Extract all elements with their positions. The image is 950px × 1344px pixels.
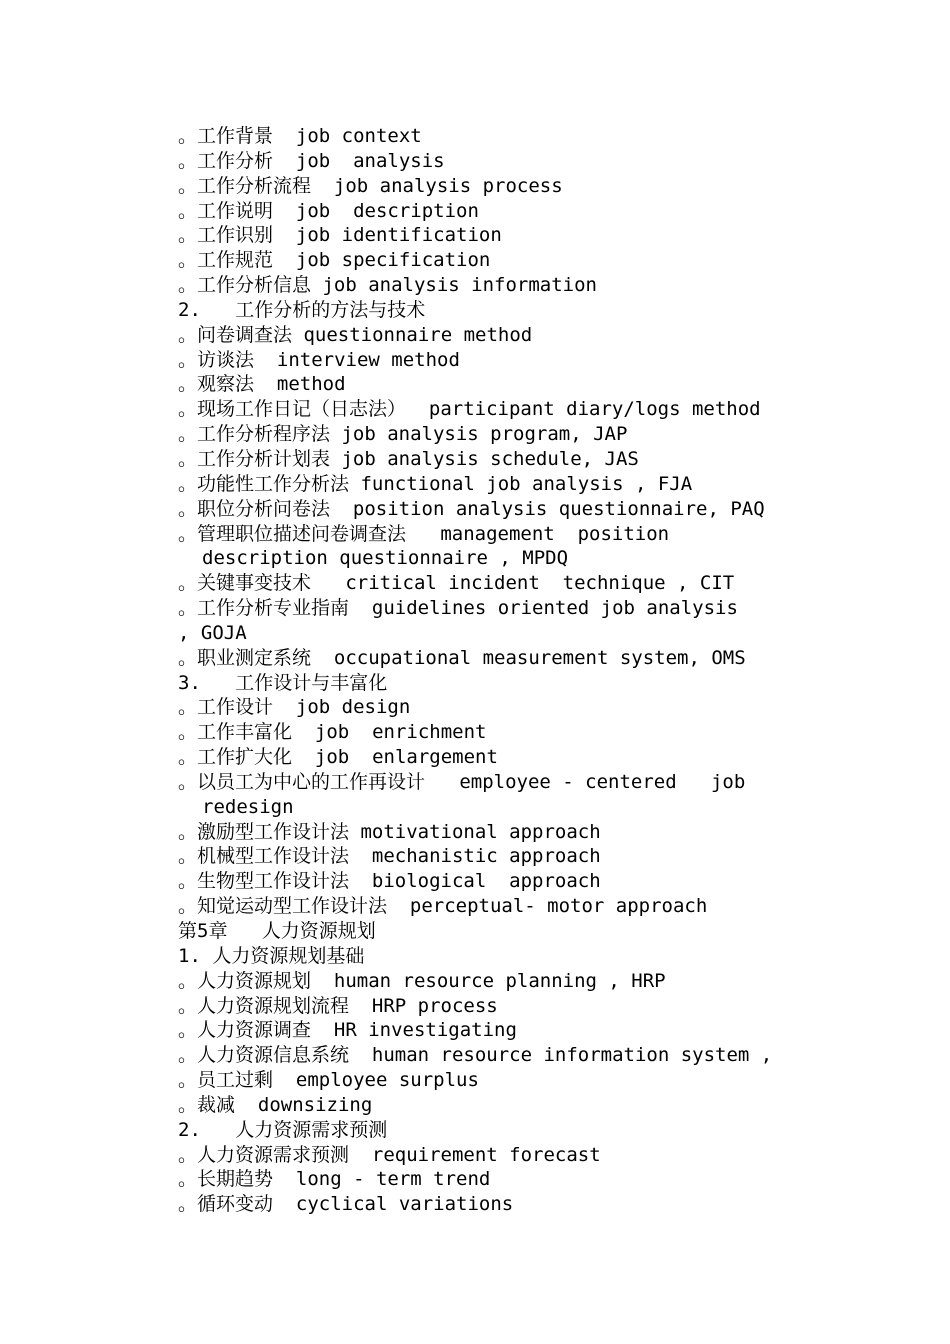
term-line: 。工作识别 job identification: [178, 224, 502, 247]
term-line: 。激励型工作设计法 motivational approach: [178, 820, 601, 843]
section-heading: 2. 人力资源需求预测: [178, 1118, 388, 1141]
term-line: 。以员工为中心的工作再设计 employee - centered job: [178, 770, 746, 793]
term-line: 。工作分析程序法 job analysis program, JAP: [178, 423, 628, 446]
term-line: 。工作分析计划表 job analysis schedule, JAS: [178, 447, 639, 470]
term-line: 。职位分析问卷法 position analysis questionnaire, PAQ: [178, 497, 765, 520]
term-line: 。工作丰富化 job enrichment: [178, 721, 487, 744]
term-line: 。人力资源需求预测 requirement forecast: [178, 1143, 601, 1166]
term-line: 。生物型工作设计法 biological approach: [178, 870, 601, 893]
section-heading: 3. 工作设计与丰富化: [178, 671, 388, 694]
term-line: 。人力资源调查 HR investigating: [178, 1019, 517, 1042]
term-line-continuation: , GOJA: [178, 621, 247, 644]
term-line: 。人力资源规划流程 HRP process: [178, 994, 498, 1017]
term-line: 。员工过剩 employee surplus: [178, 1069, 479, 1092]
term-line: 。人力资源规划 human resource planning , HRP: [178, 969, 666, 992]
term-line: 。管理职位描述问卷调查法 management position: [178, 522, 670, 545]
term-line: 。工作扩大化 job enlargement: [178, 746, 498, 769]
term-line: 。功能性工作分析法 functional job analysis , FJA: [178, 472, 693, 495]
term-line: 。机械型工作设计法 mechanistic approach: [178, 845, 601, 868]
term-line: 。工作背景 job context: [178, 125, 422, 147]
term-line-continuation: redesign: [202, 795, 294, 818]
term-line: 。循环变动 cyclical variations: [178, 1193, 514, 1216]
term-line: 。现场工作日记（日志法） participant diary/logs method: [178, 398, 761, 421]
glossary-text: [178, 124, 810, 1217]
section-heading: 2. 工作分析的方法与技术: [178, 298, 426, 321]
term-line: 。裁减 downsizing: [178, 1093, 373, 1116]
term-line: 。职业测定系统 occupational measurement system, OMS: [178, 646, 746, 669]
term-line-continuation: description questionnaire , MPDQ: [202, 547, 569, 570]
term-line: 。观察法 method: [178, 373, 346, 396]
term-line: 。人力资源信息系统 human resource information system ,: [178, 1044, 773, 1067]
term-line: 。工作分析流程 job analysis process: [178, 174, 563, 197]
term-line: 。访谈法 interview method: [178, 348, 460, 371]
term-line: 。长期趋势 long - term trend: [178, 1168, 491, 1191]
term-line: 。工作分析专业指南 guidelines oriented job analysis: [178, 597, 738, 620]
term-line: 。工作说明 job description: [178, 199, 479, 222]
term-line: 。工作分析信息 job analysis information: [178, 274, 597, 297]
term-line: 。工作分析 job analysis: [178, 149, 445, 172]
chapter-heading: 第5章 人力资源规划: [178, 920, 376, 942]
term-line: 。工作设计 job design: [178, 696, 411, 719]
term-line: 。工作规范 job specification: [178, 249, 491, 272]
term-line: 。知觉运动型工作设计法 perceptual- motor approach: [178, 895, 708, 918]
section-heading: 1. 人力资源规划基础: [178, 944, 365, 967]
term-line: 。关键事变技术 critical incident technique , CIT: [178, 572, 735, 595]
term-line: 。问卷调查法 questionnaire method: [178, 323, 533, 346]
